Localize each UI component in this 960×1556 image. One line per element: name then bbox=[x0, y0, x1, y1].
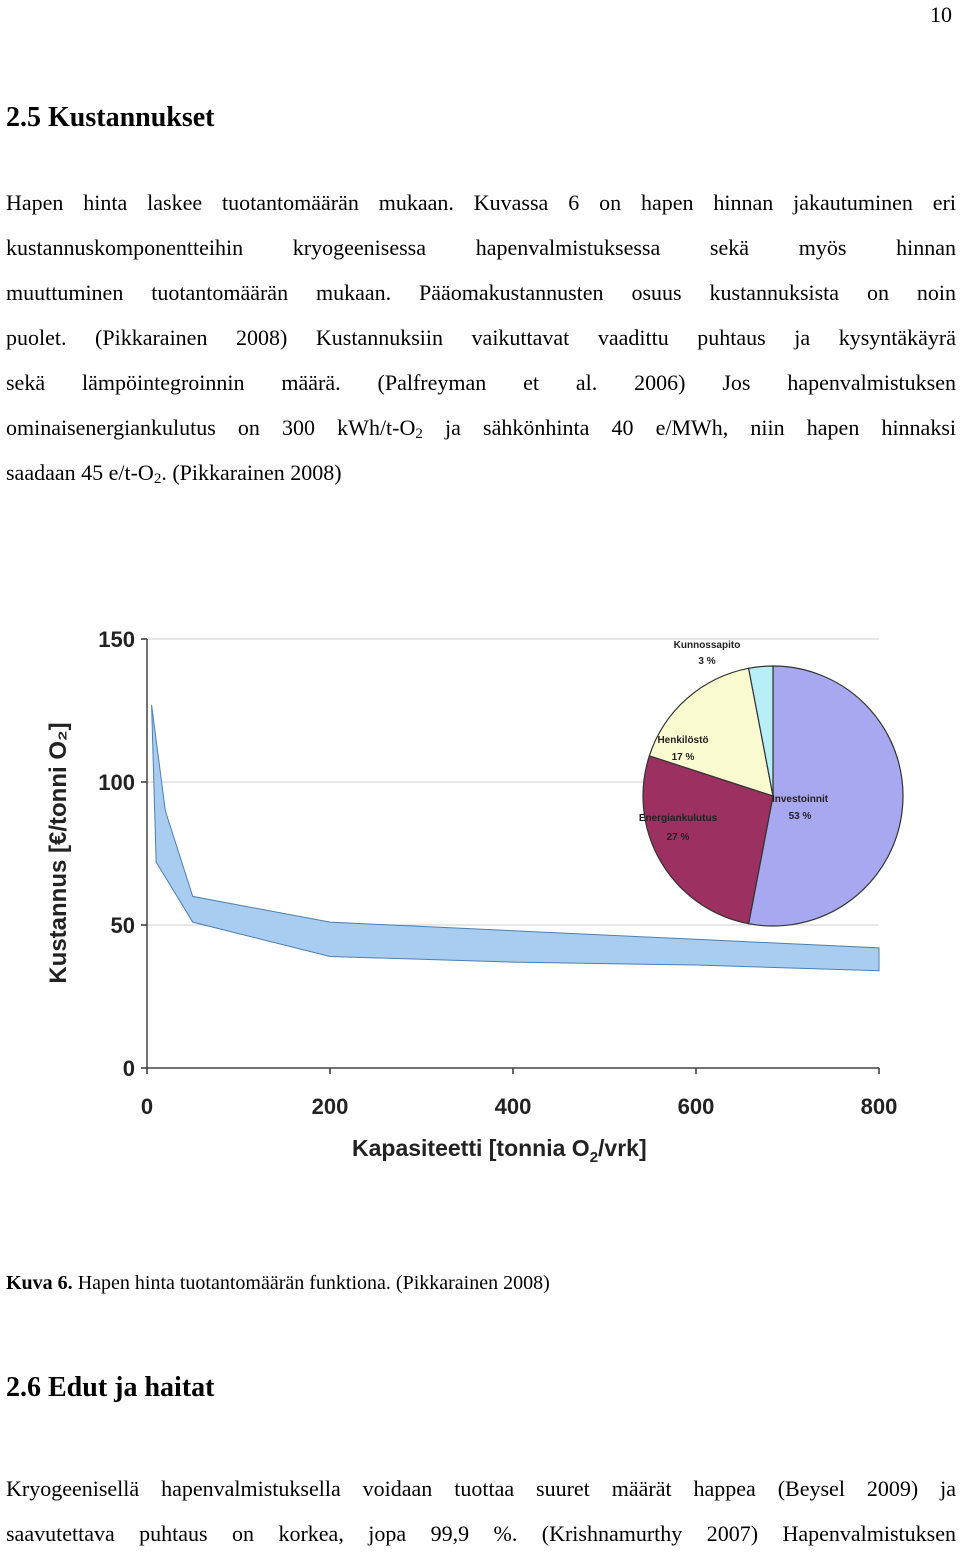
pie-label-henkilosto-name: Henkilöstö bbox=[657, 735, 709, 746]
costs-paragraph bbox=[6, 180, 956, 495]
text-fragment: . (Pikkarainen 2008) bbox=[161, 460, 342, 485]
x-tick-label: 400 bbox=[494, 1094, 532, 1119]
text-line: kustannuskomponentteihin kryogeenisessa hapenvalmistuksessa sekä myös hinnan bbox=[6, 235, 956, 260]
x-tick-label: 0 bbox=[140, 1094, 154, 1119]
y-tick-label: 100 bbox=[98, 770, 135, 795]
x-axis-label-main: Kapasiteetti [tonnia O bbox=[352, 1135, 590, 1161]
pie-label-investoinnit-name: Investoinnit bbox=[771, 794, 829, 805]
section-heading-costs: 2.5 Kustannukset bbox=[6, 102, 215, 133]
caption-text: Hapen hinta tuotantomäärän funktiona. (Pikkarainen 2008) bbox=[72, 1272, 550, 1294]
pie-label-kunnossapito-pct: 3 % bbox=[698, 656, 716, 667]
figure-caption bbox=[6, 1272, 550, 1295]
text-line bbox=[6, 405, 956, 450]
caption-label: Kuva 6. bbox=[6, 1272, 73, 1294]
text-fragment: saadaan 45 e/t-O bbox=[6, 460, 154, 485]
x-tick-label: 600 bbox=[677, 1094, 715, 1119]
pie-label-energia-pct: 27 % bbox=[666, 832, 690, 843]
subscript: 2 bbox=[153, 471, 162, 487]
pie-label-investoinnit-pct: 53 % bbox=[788, 811, 812, 822]
x-tick-label: 800 bbox=[860, 1094, 898, 1119]
pie-label-henkilosto-pct: 17 % bbox=[671, 752, 695, 763]
y-tick-label: 50 bbox=[110, 913, 135, 938]
pros-cons-paragraph bbox=[6, 1466, 956, 1556]
text-line: saavutettava puhtaus on korkea, jopa 99,9 %. (Krishnamurthy 2007) Hapenvalmistuksen bbox=[6, 1521, 956, 1546]
page-number: 10 bbox=[930, 2, 952, 27]
y-tick-label: 0 bbox=[122, 1056, 135, 1081]
text-line: muuttuminen tuotantomäärän mukaan. Pääomakustannusten osuus kustannuksista on noin bbox=[6, 280, 956, 305]
y-tick-label: 150 bbox=[98, 627, 135, 652]
text-fragment: ominaisenergiankulutus on 300 kWh/t-O bbox=[6, 415, 416, 440]
subscript: 2 bbox=[415, 426, 423, 442]
text-line bbox=[6, 450, 956, 495]
x-axis-label bbox=[352, 1135, 647, 1166]
x-axis-label-end: /vrk] bbox=[598, 1135, 647, 1161]
x-axis-label-sub: 2 bbox=[589, 1149, 599, 1166]
text-line: Hapen hinta laskee tuotantomäärän mukaan. Kuvassa 6 on hapen hinnan jakautuminen eri bbox=[6, 190, 956, 215]
text-line: Kryogeenisellä hapenvalmistuksella voidaan tuottaa suuret määrät happea (Beysel 2009) ja bbox=[6, 1476, 956, 1501]
text-line: puolet. (Pikkarainen 2008) Kustannuksiin vaikuttavat vaadittu puhtaus ja kysyntäkäyrä bbox=[6, 325, 956, 350]
text-line: sekä lämpöintegroinnin määrä. (Palfreyman et al. 2006) Jos hapenvalmistuksen bbox=[6, 370, 956, 395]
x-tick-label: 200 bbox=[311, 1094, 349, 1119]
section-heading-pros-cons: 2.6 Edut ja haitat bbox=[6, 1372, 215, 1403]
pie-label-kunnossapito-name: Kunnossapito bbox=[673, 640, 741, 651]
y-axis-label: Kustannus [€/tonni O₂] bbox=[45, 722, 72, 984]
pie-label-energia-name: Energiankulutus bbox=[638, 813, 718, 824]
cost-capacity-chart bbox=[30, 606, 910, 1176]
text-fragment: ja sähkönhinta 40 e/MWh, niin hapen hinnaksi bbox=[422, 415, 956, 440]
